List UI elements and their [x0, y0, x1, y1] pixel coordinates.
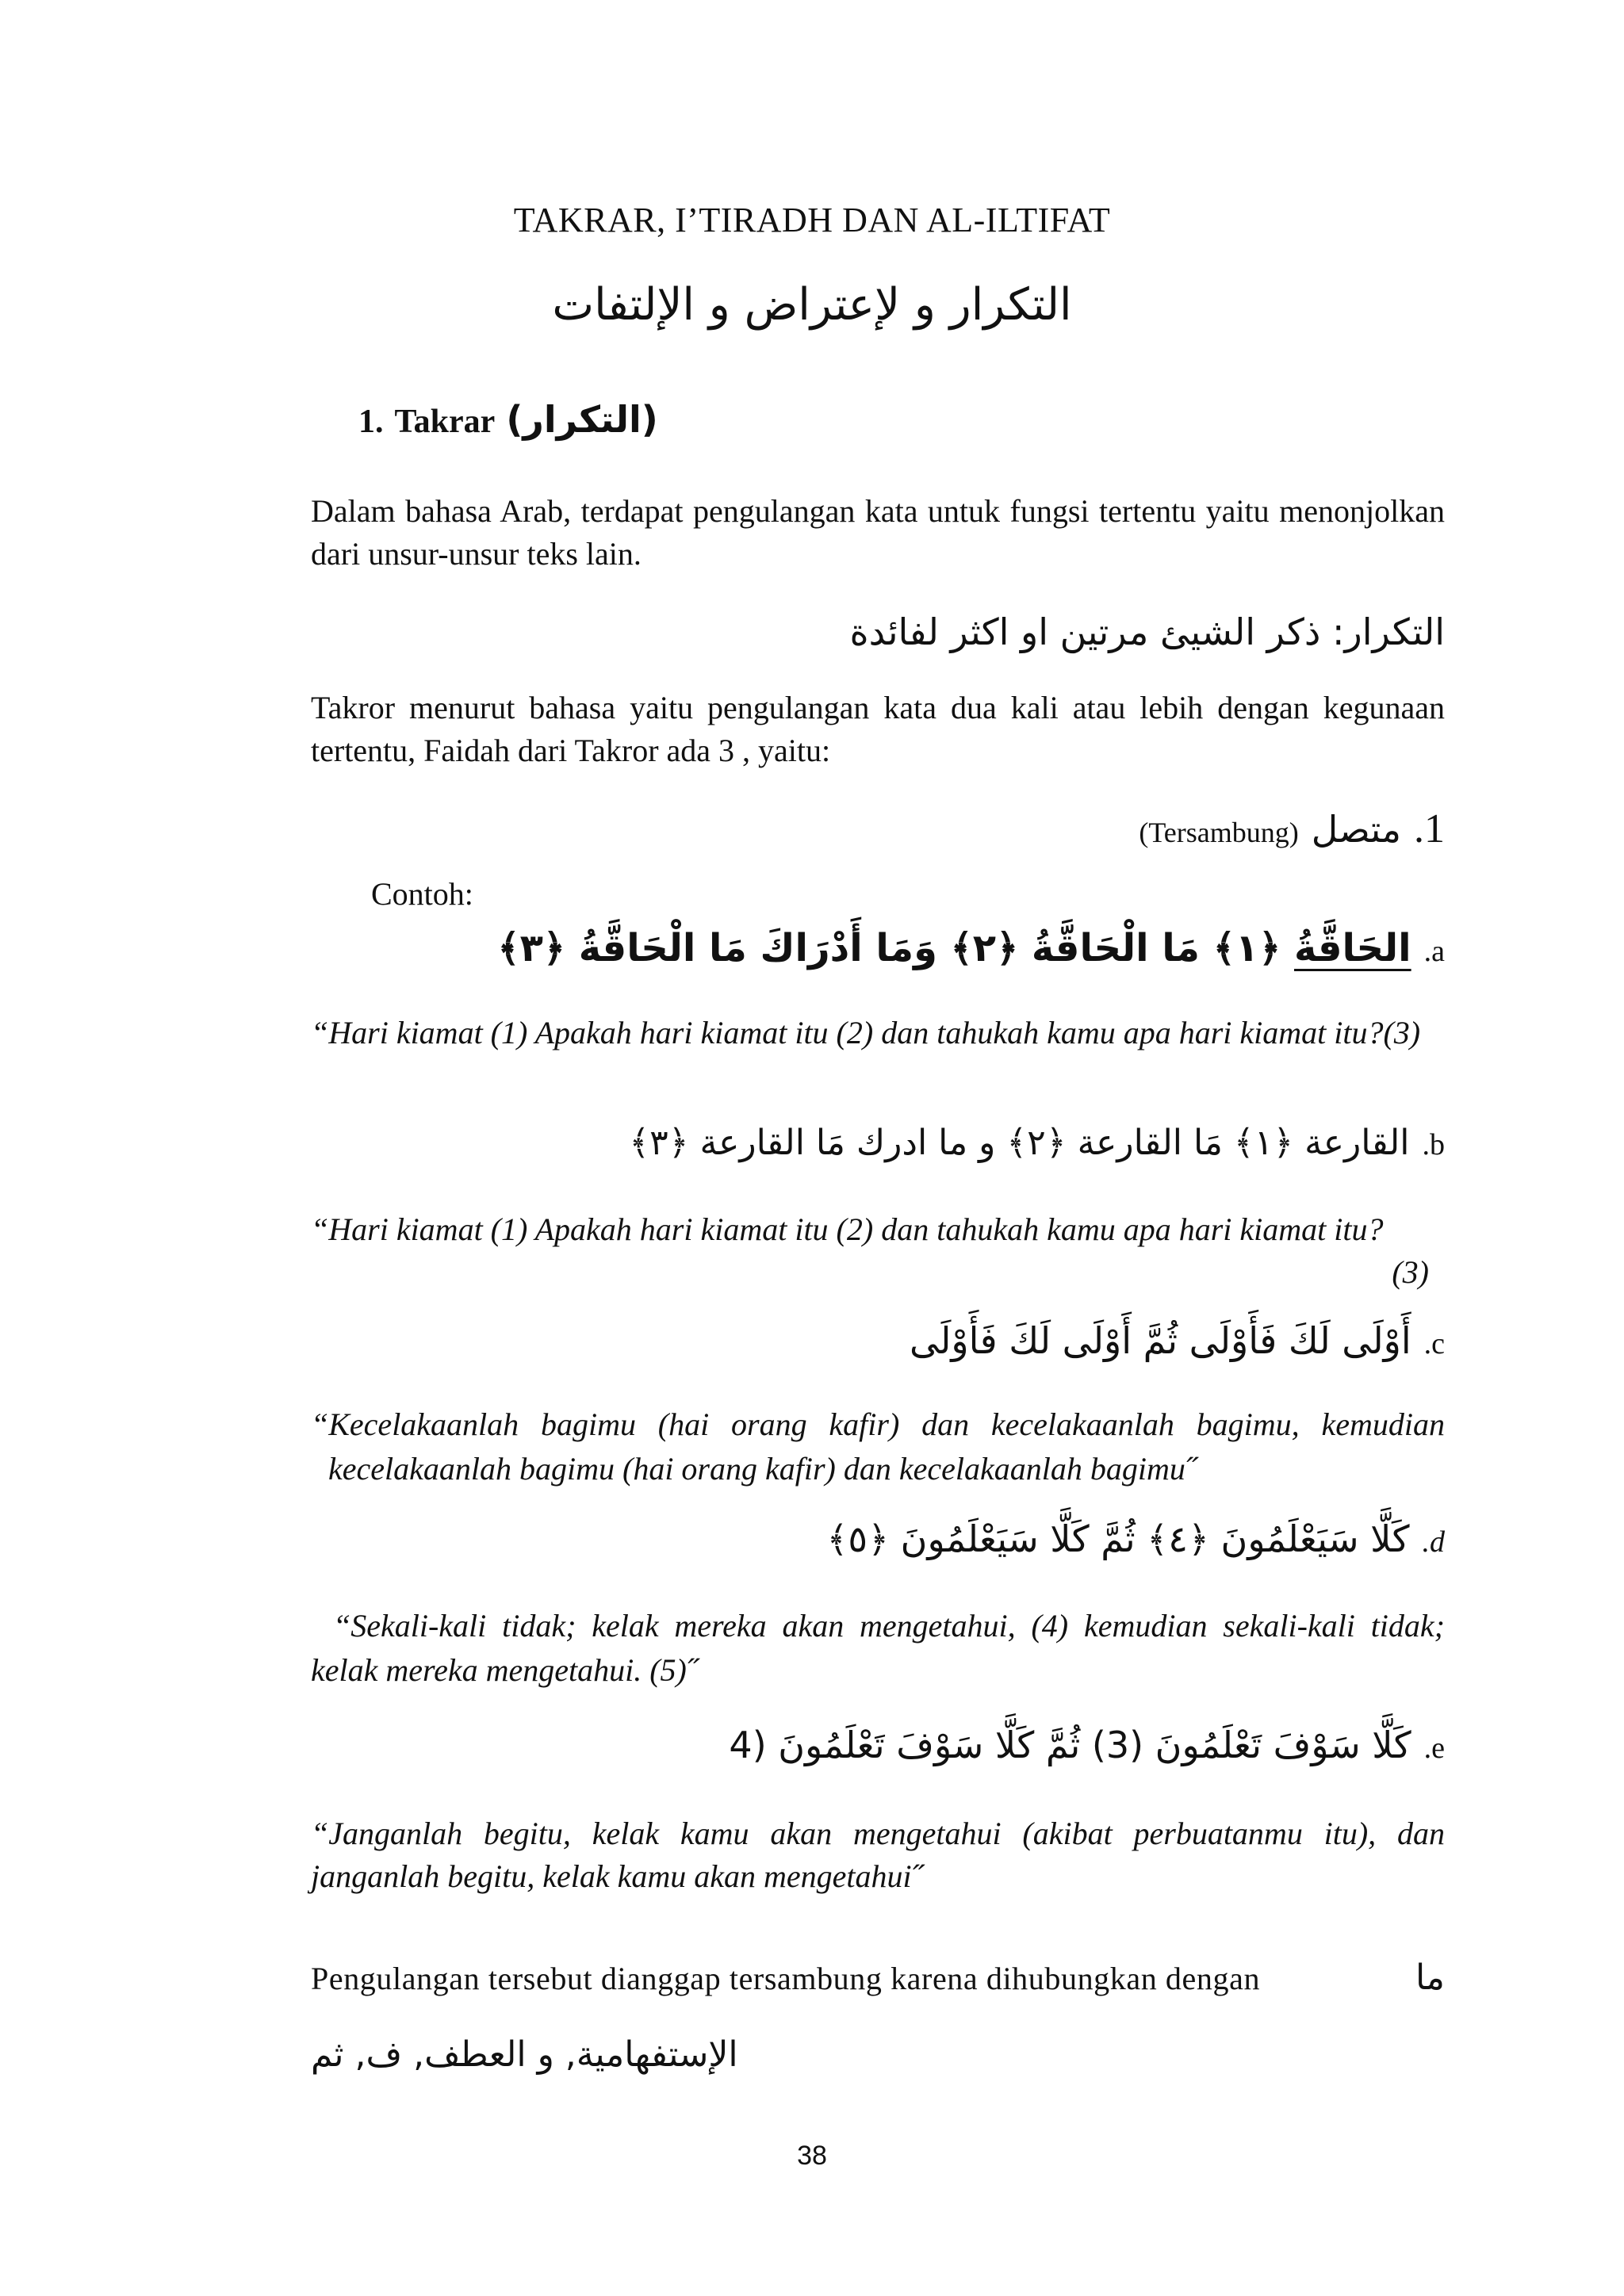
example-d-verse-text: كَلَّا سَيَعْلَمُونَ ﴿٤﴾ ثُمَّ كَلَّا سَيَعْلَمُونَ ﴿٥﴾ [826, 1517, 1410, 1560]
example-d-translation: “Sekali-kali tidak; kelak mereka akan mengetahui, (4) kemudian sekali-kali tidak; [333, 1608, 1445, 1644]
example-a-marker: .a [1423, 935, 1445, 968]
section-number: 1. [358, 404, 384, 440]
section-name-arabic: (التكرار) [506, 398, 658, 441]
subsection-latin: (Tersambung) [1139, 817, 1299, 848]
closing-text: Pengulangan tersebut dianggap tersambung karena dihubungkan dengan [311, 1961, 1261, 1996]
page-title-arabic: التكرار و لإعتراض و الإلتفات [552, 279, 1072, 331]
example-a-verse-text [497, 926, 1411, 970]
closing-arabic-end: ما [1415, 1957, 1445, 1998]
subsection-heading [1139, 806, 1445, 852]
subsection-number: .1 [1414, 806, 1445, 851]
example-b-marker: .b [1422, 1128, 1445, 1161]
page-title: TAKRAR, I’TIRADH DAN AL-ILTIFAT [513, 201, 1111, 239]
example-b-translation-end: (3) [1392, 1254, 1429, 1290]
example-a-translation: “Hari kiamat (1) Apakah hari kiamat itu (2) dan tahukah kamu apa hari kiamat itu?(3) [311, 1015, 1421, 1050]
example-b-translation: “Hari kiamat (1) Apakah hari kiamat itu (2) dan tahukah kamu apa hari kiamat itu? [311, 1211, 1384, 1247]
example-e-marker: .e [1423, 1732, 1445, 1765]
example-e-verse-text: كَلَّا سَوْفَ تَعْلَمُونَ (3) ثُمَّ كَلَّا سَوْفَ تَعْلَمُونَ (4 [729, 1724, 1411, 1766]
section-name: Takrar [394, 404, 496, 440]
section-heading [358, 398, 658, 441]
example-c-verse [910, 1319, 1445, 1362]
example-a-verse-word: الحَاقَّةُ [1293, 926, 1411, 970]
example-label: Contoh: [371, 876, 473, 912]
example-c-verse-text: أَوْلَى لَكَ فَأَوْلَى ثُمَّ أَوْلَى لَكَ فَأَوْلَى [910, 1319, 1411, 1362]
example-e-verse [729, 1724, 1445, 1766]
example-d-verse [826, 1517, 1445, 1560]
example-d-translation-line2: kelak mereka mengetahui. (5)˝ [311, 1652, 698, 1688]
example-b-verse [629, 1123, 1445, 1163]
example-d-marker: .d [1422, 1525, 1445, 1559]
example-c-translation: “Kecelakaanlah bagimu (hai orang kafir) dan kecelakaanlah bagimu, kemudian [311, 1406, 1445, 1442]
closing-arabic-line: الإستفهامية, و العطف, ف, ثم [311, 2034, 738, 2075]
example-e-translation: “Janganlah begitu, kelak kamu akan mengetahui (akibat perbuatanmu itu), dan janganlah begitu, kelak kamu akan mengetahui˝ [311, 1816, 1445, 1894]
example-c-translation-line2: kecelakaanlah bagimu (hai orang kafir) dan kecelakaanlah bagimu˝ [328, 1451, 1197, 1487]
example-c-marker: .c [1423, 1327, 1445, 1360]
example-b-verse-text: القارعة ﴿١﴾ مَا القارعة ﴿٢﴾ و ما ادرك مَا القارعة ﴿٣﴾ [629, 1123, 1410, 1163]
subsection-arabic: متصل [1311, 808, 1401, 851]
example-a-verse-rest: ﴿١﴾ مَا الْحَاقَّةُ ﴿٢﴾ وَمَا أَدْرَاكَ مَا الْحَاقَّةُ ﴿٣﴾ [497, 926, 1281, 970]
closing-paragraph [311, 1957, 1445, 2000]
intro-paragraph: Dalam bahasa Arab, terdapat pengulangan kata untuk fungsi tertentu yaitu menonjolkan dari unsur-unsur teks lain. [311, 493, 1445, 572]
definition-arabic: التكرار: ذكر الشيئ مرتين او اكثر لفائدة [849, 610, 1445, 653]
definition-paragraph: Takror menurut bahasa yaitu pengulangan kata dua kali atau lebih dengan kegunaan tertentu, Faidah dari Takror ada 3 , yaitu: [311, 690, 1445, 768]
example-a-verse [497, 926, 1445, 970]
page-number: 38 [797, 2141, 827, 2171]
